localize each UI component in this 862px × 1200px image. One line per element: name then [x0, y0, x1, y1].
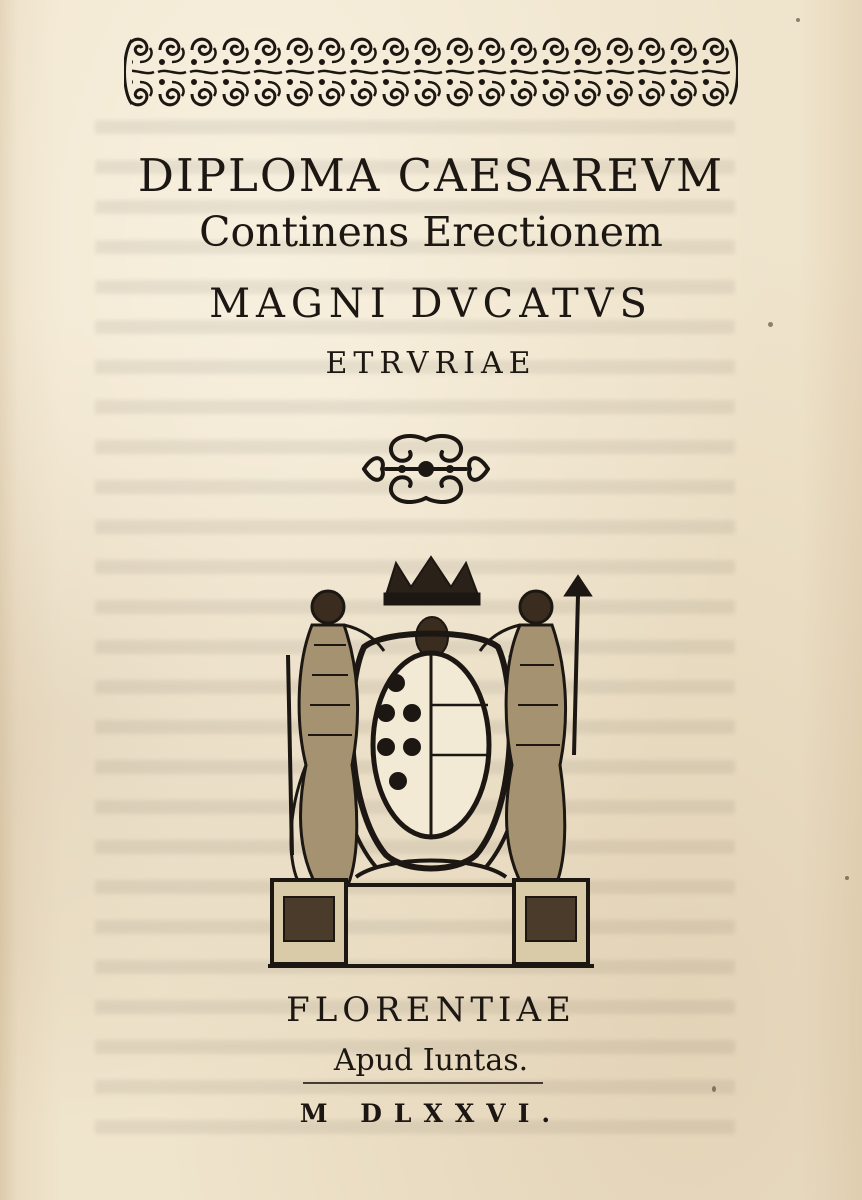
foxing-spot [768, 322, 773, 327]
foxing-spot [845, 876, 849, 880]
foxing-spot [796, 18, 800, 22]
imprint-printer: Apud Iuntas. [333, 1043, 529, 1078]
foxing-spot [712, 1086, 716, 1092]
title-line-2: Continens Erectionem [199, 208, 663, 256]
imprint-place: FLORENTIAE [286, 990, 576, 1030]
fleuron-icon [356, 430, 496, 508]
imprint-year: M DLXXVI. [299, 1099, 563, 1128]
title-line-4: ETRVRIAE [325, 346, 537, 381]
title-line-1: DIPLOMA CAESAREVM [137, 149, 725, 202]
title-line-3: MAGNI DVCATVS [209, 281, 653, 327]
divider-rule [303, 1082, 543, 1084]
right-allegorical-figure [480, 577, 590, 885]
ornament-band-icon [124, 32, 738, 112]
crown-icon [386, 557, 478, 595]
left-allegorical-figure [288, 591, 384, 885]
coat-of-arms-device [266, 555, 596, 970]
